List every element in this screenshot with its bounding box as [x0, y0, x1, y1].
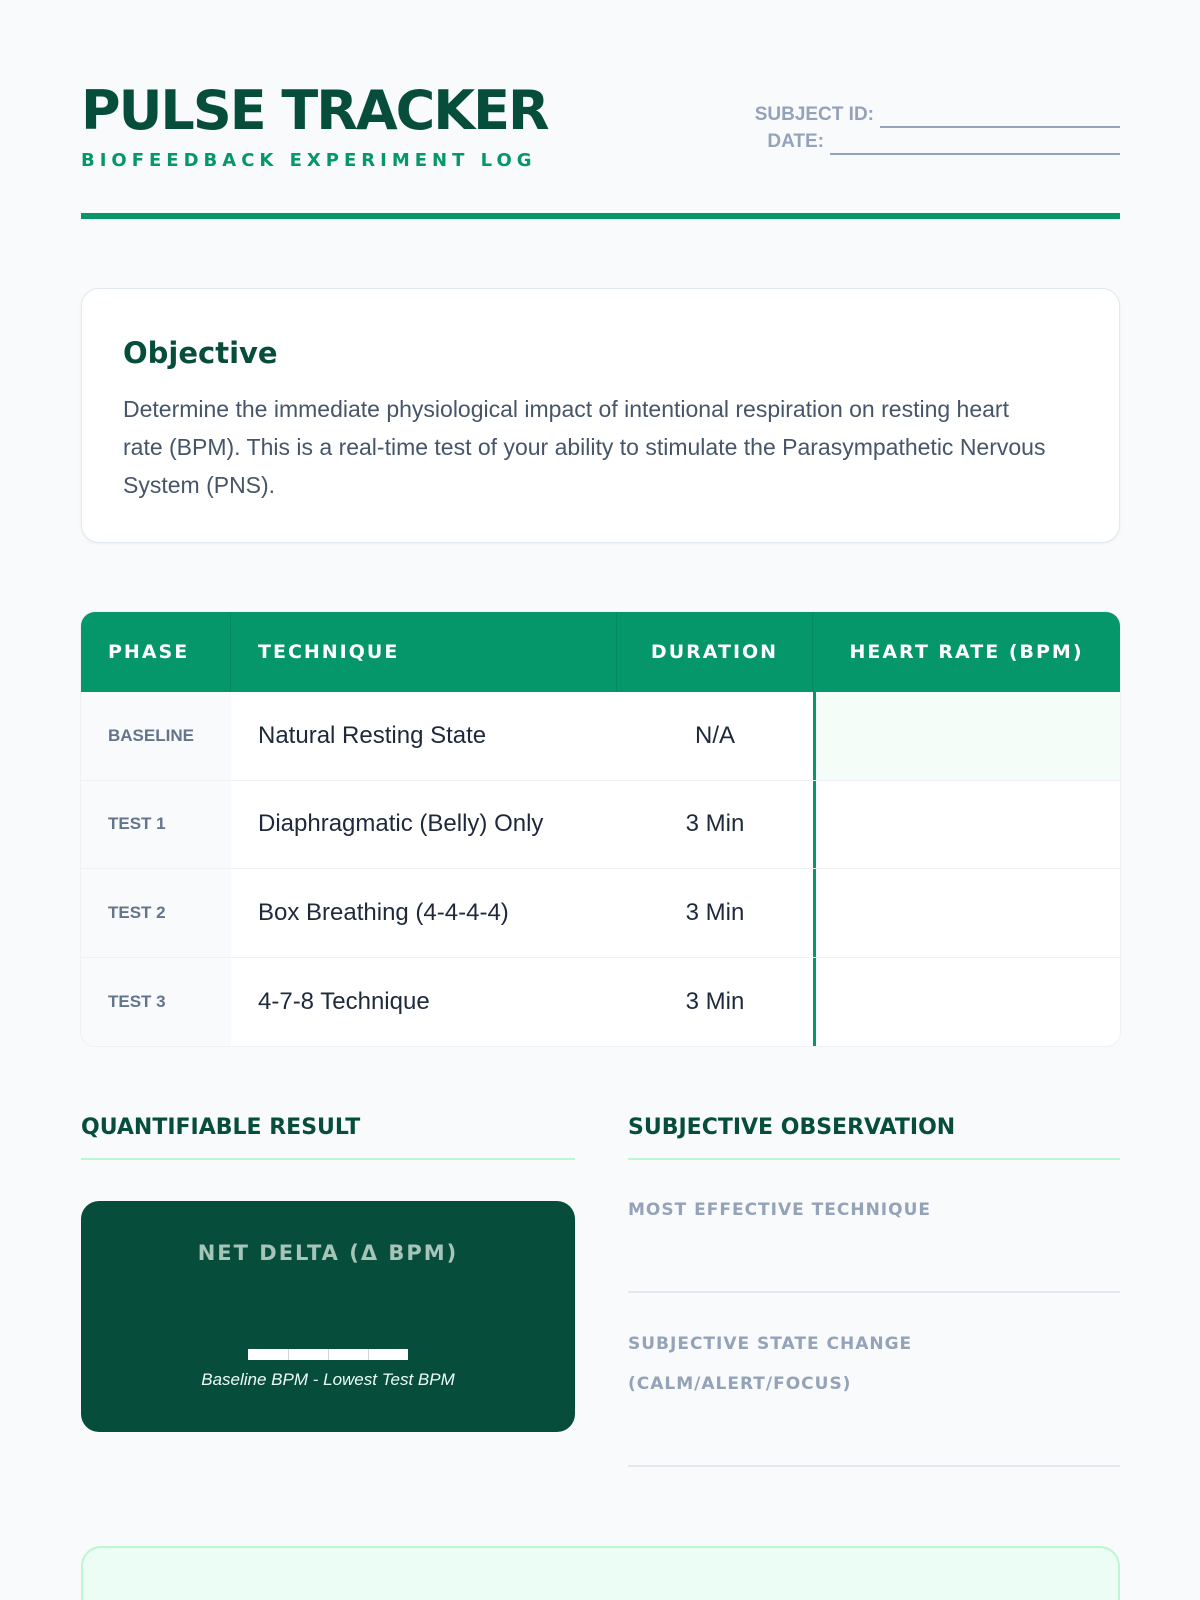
state-change-field[interactable]: [628, 1465, 1120, 1467]
quantifiable-divider: [81, 1158, 575, 1160]
net-delta-formula: Baseline BPM - Lowest Test BPM: [201, 1370, 455, 1389]
date-field[interactable]: [830, 137, 1120, 155]
col-heart-rate-header: HEART RATE (BPM): [849, 641, 1084, 663]
table-header: [81, 612, 1120, 692]
subject-meta: [755, 101, 1120, 155]
table-row: [81, 958, 1120, 1047]
phase-cell: TEST 1: [81, 781, 231, 869]
heart-rate-input[interactable]: [813, 958, 1120, 1047]
most-effective-field[interactable]: [628, 1291, 1120, 1293]
page-title: PULSE TRACKER: [81, 79, 548, 142]
subjective-divider: [628, 1158, 1120, 1160]
net-delta-label: NET DELTA (Δ BPM): [197, 1241, 459, 1265]
quantifiable-title: QUANTIFIABLE RESULT: [81, 1115, 361, 1140]
phase-cell: TEST 3: [81, 958, 231, 1047]
technique-cell: Box Breathing (4-4-4-4): [258, 898, 509, 926]
subject-id-label: SUBJECT ID:: [754, 104, 874, 125]
subjective-title: SUBJECTIVE OBSERVATION: [628, 1115, 956, 1140]
duration-cell: N/A: [694, 721, 735, 749]
duration-cell: 3 Min: [685, 987, 745, 1015]
date-label: DATE:: [767, 131, 824, 152]
col-technique-header: TECHNIQUE: [231, 612, 617, 692]
bottom-card: [81, 1546, 1120, 1600]
net-delta-box: [81, 1201, 575, 1432]
phase-cell: TEST 2: [81, 869, 231, 957]
objective-text: Determine the immediate physiological impact of intentional respiration on resting heart rate (BPM). This is a real-time test of your ability to stimulate the Parasympathetic Nervous System (PNS).: [123, 396, 1046, 498]
technique-cell: Natural Resting State: [258, 721, 487, 749]
state-change-label: SUBJECTIVE STATE CHANGE: [628, 1334, 913, 1354]
page-subtitle: BIOFEEDBACK EXPERIMENT LOG: [81, 150, 537, 171]
table-row: [81, 869, 1120, 958]
heart-rate-input[interactable]: [813, 869, 1120, 957]
experiment-table: [81, 612, 1120, 1046]
col-duration-header: DURATION: [617, 612, 813, 692]
most-effective-label: MOST EFFECTIVE TECHNIQUE: [628, 1200, 931, 1220]
heart-rate-input[interactable]: [813, 781, 1120, 869]
technique-cell: 4-7-8 Technique: [258, 987, 430, 1015]
col-phase-header: PHASE: [81, 612, 231, 692]
technique-cell: Diaphragmatic (Belly) Only: [258, 810, 544, 838]
page-header: [81, 0, 1120, 220]
objective-heading: Objective: [123, 336, 278, 370]
table-row: [81, 781, 1120, 870]
heart-rate-input[interactable]: [813, 692, 1120, 780]
state-change-options: (CALM/ALERT/FOCUS): [628, 1374, 852, 1394]
table-row: [81, 692, 1120, 781]
objective-card: [81, 288, 1120, 543]
duration-cell: 3 Min: [685, 810, 745, 838]
net-delta-field[interactable]: [248, 1349, 408, 1360]
header-divider: [81, 213, 1120, 219]
phase-cell: BASELINE: [81, 692, 231, 780]
duration-cell: 3 Min: [685, 898, 745, 926]
subject-id-field[interactable]: [880, 110, 1120, 128]
experiment-log-page: [81, 0, 1120, 1394]
